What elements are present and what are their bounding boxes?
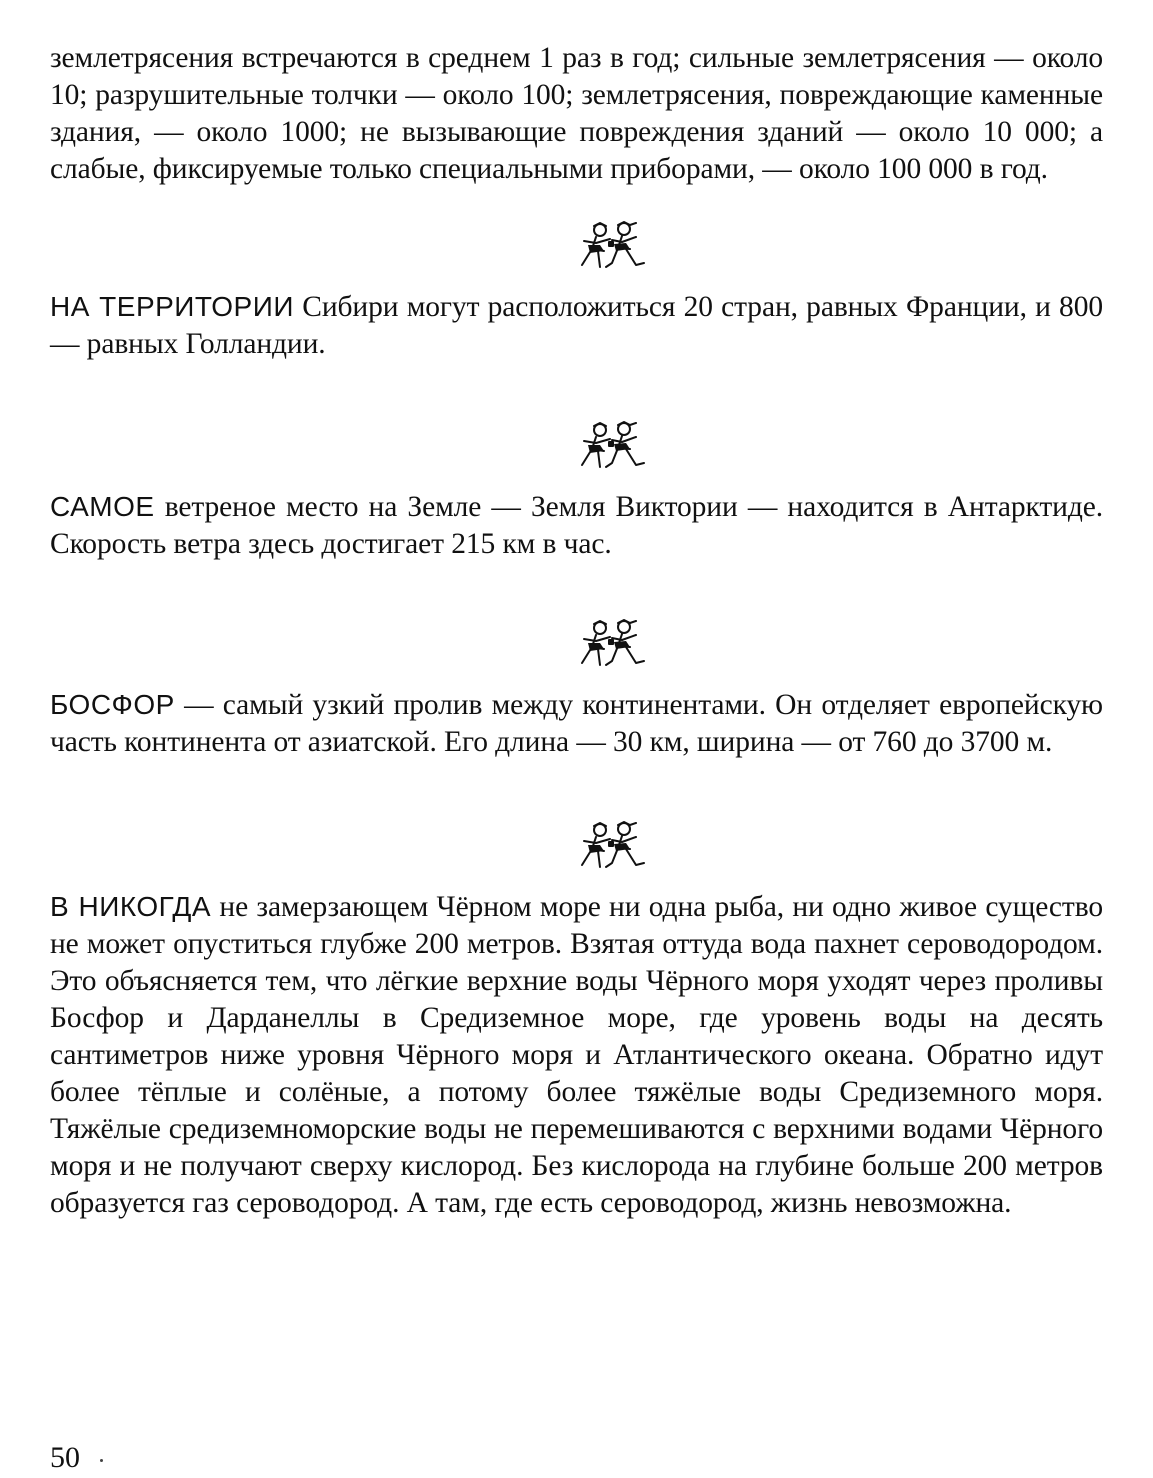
paragraph-lead: В НИКОГДА (50, 891, 212, 922)
paragraph-text: — самый узкий пролив между континентами. Он отделяет европейскую часть континента от азиатской. Его длина — 30 км, ширина — от 760 до 3700 м. (50, 689, 1103, 758)
paragraph-bosphorus (50, 686, 1103, 761)
paragraph-text: не замерзающем Чёрном море ни одна рыба, ни одно живое существо не может опуститься глубже 200 метров. Взятая оттуда вода пахнет сероводородом. Это объясняется тем, что лёгкие верхние воды Чёрного моря уходят через проливы Босфор и Дарданеллы в Средиземное море, где уровень воды на десять сантиметров ниже уровня Чёрного моря и Атлантического океана. Обратно идут более тёплые и солёные, а потому более тяжёлые воды Средиземного моря. Тяжёлые средиземноморские воды не перемешиваются с верхними водами Чёрного моря и не получают сверху кислород. Без кислорода на глубине больше 200 метров образуется газ сероводород. А там, где есть сероводород, жизнь невозможна. (50, 891, 1103, 1219)
paragraph-text: Сибири могут расположиться 20 стран, равных Франции, и 800 — равных Голландии. (50, 291, 1104, 360)
paragraph-text: землетрясения встречаются в среднем 1 раз в год; сильные землетрясения — около 10; разрушительные толчки — около 100; землетрясения, повреждающие каменные здания, — около 1000; не вызывающие повреждения зданий — около 10 000; а слабые, фиксируемые только специальными приборами, — около 100 000 в год. (50, 42, 1103, 185)
separator-icon (50, 611, 1103, 676)
paragraph-text: ветреное место на Земле — Земля Виктории — находится в Антарктиде. Скорость ветра здесь достигает 215 км в час. (50, 491, 1103, 560)
page-content (50, 40, 1103, 1222)
paragraph-lead: БОСФОР (50, 689, 175, 720)
paragraph-black-sea (50, 888, 1103, 1222)
separator-icon (50, 813, 1103, 878)
separator-icon (50, 213, 1103, 278)
two-running-figures-icon (570, 619, 654, 669)
two-running-figures-icon (570, 221, 654, 271)
separator-icon (50, 413, 1103, 478)
two-running-figures-icon (570, 421, 654, 471)
paragraph-victoria-land (50, 488, 1103, 563)
paragraph-lead: САМОЕ (50, 491, 155, 522)
paragraph-earthquakes (50, 40, 1103, 188)
page-number: 50 (50, 1441, 80, 1474)
two-running-figures-icon (570, 821, 654, 871)
paragraph-lead: НА ТЕРРИТОРИИ (50, 291, 294, 322)
paragraph-siberia (50, 288, 1103, 363)
page-number-dot (100, 1459, 103, 1462)
